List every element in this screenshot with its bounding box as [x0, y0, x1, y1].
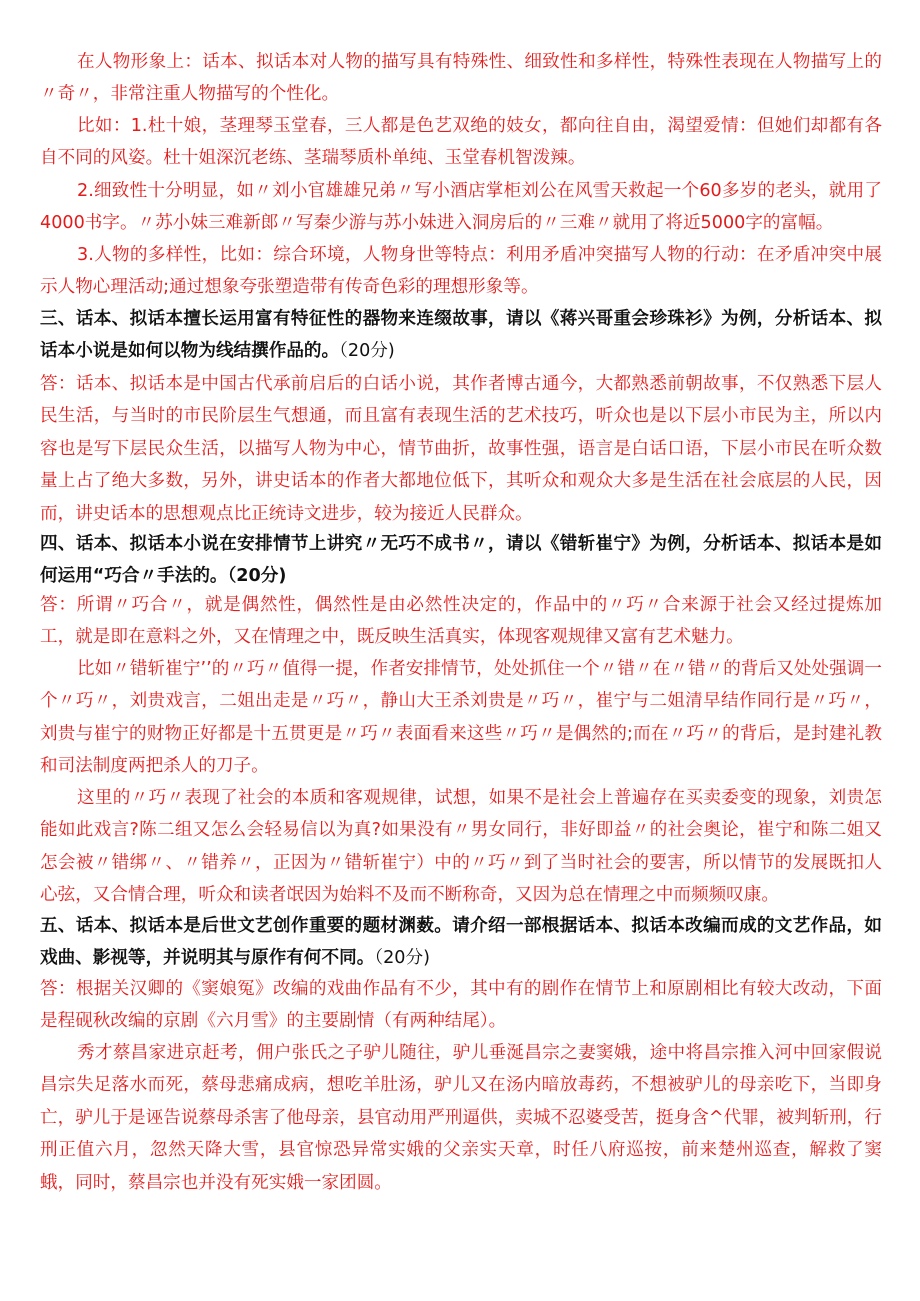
answer-5: 答：根据关汉卿的《窦娘冤》改编的戏曲作品有不少，其中有的剧作在情节上和原剧相比有较大改动，下面是程砚秋改编的京剧《六月雪》的主要剧情（有两种结尾）。 [40, 979, 882, 1032]
question-5-text: 五、话本、拟话本是后世文艺创作重要的题材渊薮。请介绍一部根据话本、拟话本改编而成的文艺作品，如戏曲、影视等，并说明其与原作有何不同。 [40, 916, 882, 969]
question-5-score: （20分) [374, 948, 430, 969]
question-3-text: 三、话本、拟话本擅长运用富有特征性的器物来连缀故事，请以《蒋兴哥重会珍珠衫》为例，分析话本、拟话本小说是如何以物为线结撰作品的。 [40, 309, 882, 362]
paragraph-character-image: 在人物形象上：话本、拟话本对人物的描写具有特殊性、细致性和多样性，特殊性表现在人物描写上的〃奇〃，非常注重人物描写的个性化。 [40, 52, 882, 105]
paragraph-example-2: 2.细致性十分明显，如〃刘小官雄雄兄弟〃写小酒店掌柜刘公在风雪天救起一个60多岁的老头，就用了4000书字。〃苏小妹三难新郎〃写秦少游与苏小妹进入洞房后的〃三难〃就用了将近5000字的富幅。 [40, 181, 882, 234]
answer-4-paragraph-3: 这里的〃巧〃表现了社会的本质和客观规律，试想，如果不是社会上普遍存在买卖委变的现象，刘贵怎能如此戏言?陈二组又怎么会轻易信以为真?如果没有〃男女同行，非好即益〃的社会奥论，崔宁和陈二姐又怎会被〃错绑〃、〃错养〃，正因为〃错斩崔宁）中的〃巧〃到了当时社会的要害，所以情节的发展既扣人心弦，又合情合理，听众和读者氓因为始料不及而不断称奇，又因为总在情理之中而频频叹康。 [40, 788, 882, 906]
answer-5-paragraph-2: 秀才蔡昌家进京赶考，佣户张氏之子驴儿随往，驴儿垂涎昌宗之妻窦娥，途中将昌宗推入河中回家假说昌宗失足落水而死，蔡母悲痛成病，想吃羊肚汤，驴儿又在汤内暗放毒药，不想被驴儿的母亲吃下，当即身亡，驴儿于是诬告说蔡母杀害了他母亲，县官动用严刑逼供，卖城不忍婆受苦，挺身含^代罪，被判斩刑，行刑正值六月，忽然天降大雪，县官惊恐异常实娥的父亲实天章，时任八府巡按，前来楚州巡查，解救了窦蛾，同时，蔡昌宗也并没有死实娥一家团圆。 [40, 1043, 882, 1193]
question-3-heading [40, 303, 882, 368]
answer-4-paragraph-2: 比如〃错斩崔宁’’的〃巧〃值得一提，作者安排情节，处处抓住一个〃错〃在〃错〃的背后又处处强调一个〃巧〃，刘贵戏言，二姐出走是〃巧〃，静山大王杀刘贵是〃巧〃，崔宁与二姐清早结作同行是〃巧〃，刘贵与崔宁的财物正好都是十五贯更是〃巧〃表面看来这些〃巧〃是偶然的;而在〃巧〃的背后，是封建礼教和司法制度两把杀人的刀子。 [40, 659, 882, 777]
answer-4: 答：所谓〃巧合〃，就是偶然性，偶然性是由必然性决定的，作品中的〃巧〃合来源于社会又经过提炼加工，就是即在意料之外，又在情理之中，既反映生活真实，体现客观规律又富有艺术魅力。 [40, 595, 882, 648]
answer-3: 答：话本、拟话本是中国古代承前启后的白话小说，其作者博古通今，大都熟悉前朝故事，不仅熟悉下层人民生活，与当时的市民阶层生气想通，而且富有表现生活的艺术技巧，听众也是以下层小市民为主，所以内容也是写下层民众生活，以描写人物为中心，情节曲折，故事性强，语言是白话口语，下层小市民在听众数量上占了绝大多数，另外，讲史话本的作者大都地位低下，其听众和观众大多是生活在社会底层的人民，因而，讲史话本的思想观点比正统诗文进步，较为接近人民群众。 [40, 374, 882, 524]
paragraph-example-3: 3.人物的多样性，比如：综合环境，人物身世等特点：利用矛盾冲突描写人物的行动：在矛盾冲突中展示人物心理活动;通过想象夸张塑造带有传奇色彩的理想形象等。 [40, 245, 882, 298]
question-3-score: （20分) [339, 341, 395, 362]
question-5-heading [40, 910, 882, 975]
paragraph-example-1: 比如：1.杜十娘，茎理琴玉堂春，三人都是色艺双绝的妓女，都向往自由，渴望爱情：但她们却都有各自不同的风姿。杜十姐深沉老练、茎瑞琴质朴单纯、玉堂春机智泼辣。 [40, 116, 882, 169]
question-4-heading: 四、话本、拟话本小说在安排情节上讲究〃无巧不成书〃，请以《错斩崔宁》为例，分析话本、拟话本是如何运用“巧合〃手法的。（20分) [40, 534, 882, 587]
